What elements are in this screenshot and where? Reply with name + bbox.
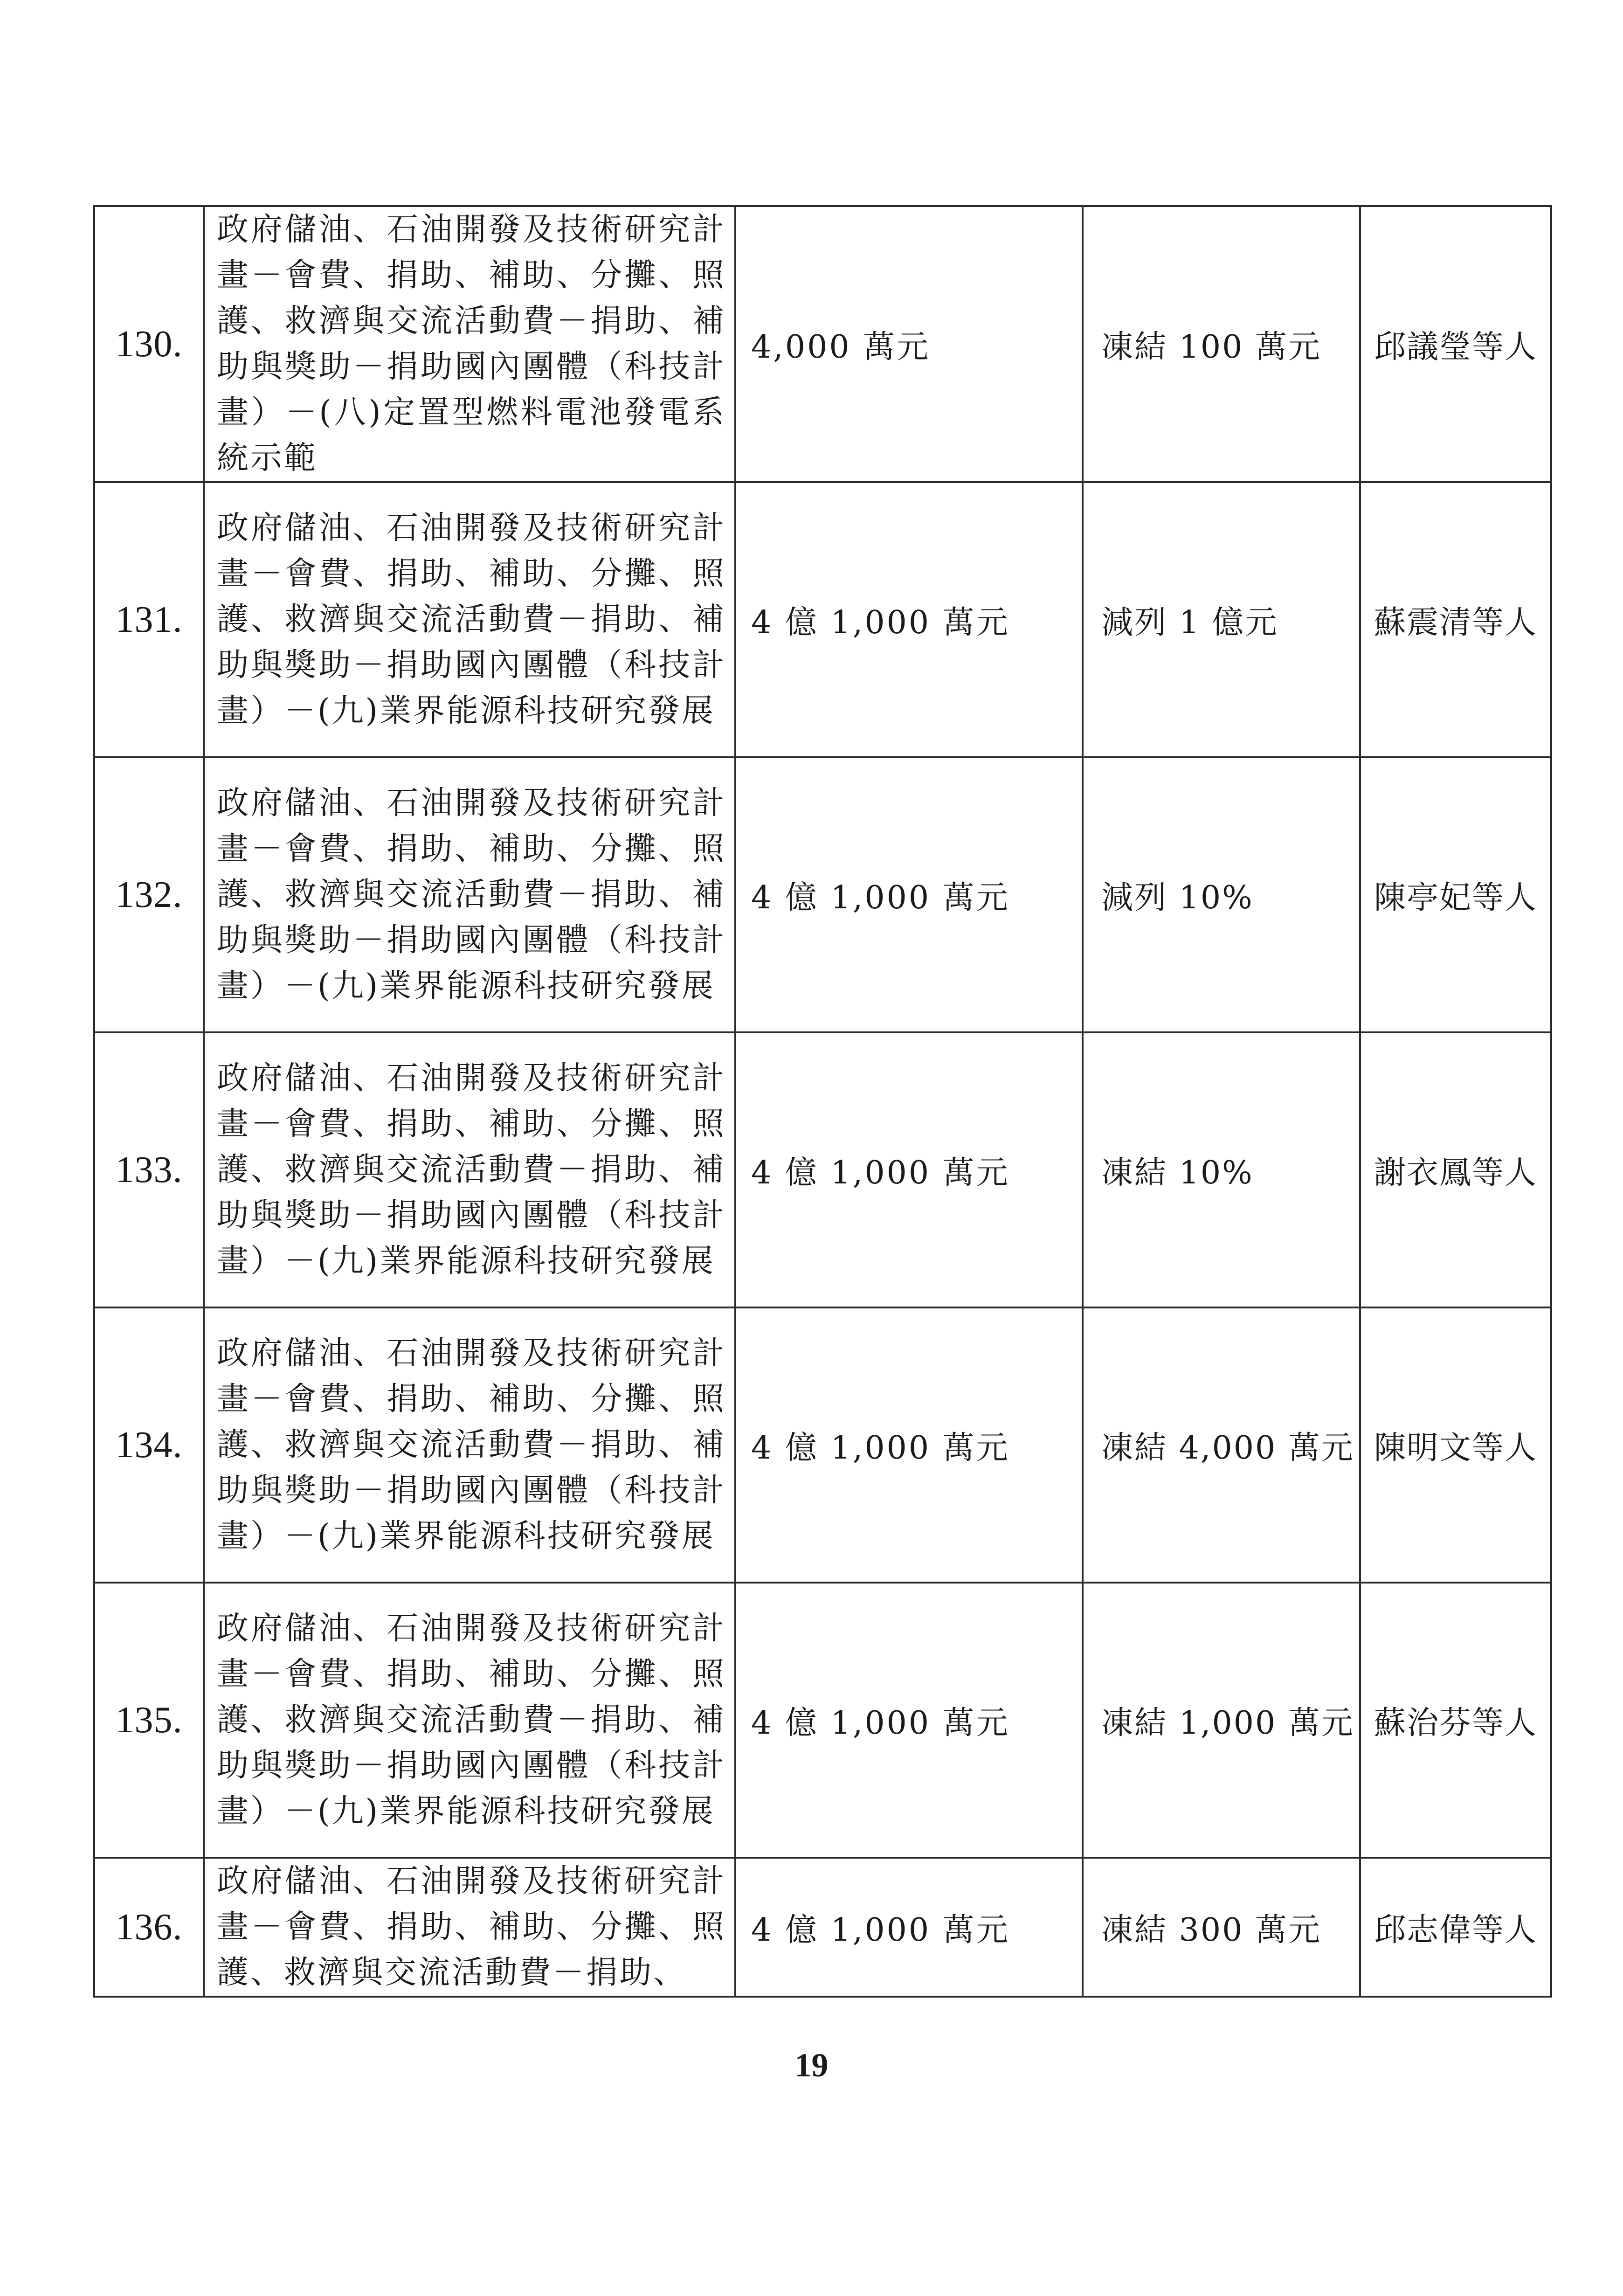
- proposer: 陳明文等人: [1360, 1307, 1551, 1583]
- budget-amount: 4 億 1,000 萬元: [735, 1032, 1083, 1307]
- budget-item: 政府儲油、石油開發及技術研究計畫－會費、捐助、補助、分攤、照護、救濟與交流活動費－捐助、補助與獎助－捐助國內團體（科技計畫）－(九)業界能源科技研究發展: [204, 482, 735, 757]
- budget-amount: 4 億 1,000 萬元: [735, 482, 1083, 757]
- table-row: [94, 1307, 1551, 1583]
- proposer: 邱議瑩等人: [1360, 206, 1551, 482]
- motion-number: 135.: [94, 1583, 204, 1858]
- proposer: 邱志偉等人: [1360, 1858, 1551, 1997]
- table-row: [94, 757, 1551, 1032]
- budget-amount: 4 億 1,000 萬元: [735, 757, 1083, 1032]
- proposed-action: 凍結 300 萬元: [1083, 1858, 1360, 1997]
- proposer: 蘇治芬等人: [1360, 1583, 1551, 1858]
- motion-number: 133.: [94, 1032, 204, 1307]
- budget-amount: 4 億 1,000 萬元: [735, 1858, 1083, 1997]
- budget-motion-table: [93, 205, 1552, 1998]
- budget-amount: 4 億 1,000 萬元: [735, 1583, 1083, 1858]
- proposed-action: 凍結 10%: [1083, 1032, 1360, 1307]
- proposed-action: 凍結 4,000 萬元: [1083, 1307, 1360, 1583]
- budget-item: 政府儲油、石油開發及技術研究計畫－會費、捐助、補助、分攤、照護、救濟與交流活動費－捐助、補助與獎助－捐助國內團體（科技計畫）－(九)業界能源科技研究發展: [204, 1307, 735, 1583]
- proposer: 謝衣鳳等人: [1360, 1032, 1551, 1307]
- proposer: 陳亭妃等人: [1360, 757, 1551, 1032]
- budget-item: 政府儲油、石油開發及技術研究計畫－會費、捐助、補助、分攤、照護、救濟與交流活動費－捐助、補助與獎助－捐助國內團體（科技計畫）－(八)定置型燃料電池發電系統示範: [204, 206, 735, 482]
- proposed-action: 凍結 1,000 萬元: [1083, 1583, 1360, 1858]
- proposed-action: 減列 1 億元: [1083, 482, 1360, 757]
- motion-number: 134.: [94, 1307, 204, 1583]
- proposed-action: 減列 10%: [1083, 757, 1360, 1032]
- budget-item: 政府儲油、石油開發及技術研究計畫－會費、捐助、補助、分攤、照護、救濟與交流活動費－捐助、補助與獎助－捐助國內團體（科技計畫）－(九)業界能源科技研究發展: [204, 757, 735, 1032]
- budget-amount: 4 億 1,000 萬元: [735, 1307, 1083, 1583]
- budget-item: 政府儲油、石油開發及技術研究計畫－會費、捐助、補助、分攤、照護、救濟與交流活動費－捐助、補助與獎助－捐助國內團體（科技計畫）－(九)業界能源科技研究發展: [204, 1032, 735, 1307]
- motion-number: 130.: [94, 206, 204, 482]
- table-row: [94, 1583, 1551, 1858]
- motion-number: 131.: [94, 482, 204, 757]
- page-number: 19: [794, 2047, 829, 2084]
- budget-item: 政府儲油、石油開發及技術研究計畫－會費、捐助、補助、分攤、照護、救濟與交流活動費－捐助、補助與獎助－捐助國內團體（科技計畫）－(九)業界能源科技研究發展: [204, 1583, 735, 1858]
- proposed-action: 凍結 100 萬元: [1083, 206, 1360, 482]
- motion-number: 136.: [94, 1858, 204, 1997]
- table-row: [94, 1032, 1551, 1307]
- budget-item: 政府儲油、石油開發及技術研究計畫－會費、捐助、補助、分攤、照護、救濟與交流活動費－捐助、: [204, 1858, 735, 1997]
- table-row: [94, 1858, 1551, 1997]
- motion-number: 132.: [94, 757, 204, 1032]
- table-row: [94, 206, 1551, 482]
- budget-amount: 4,000 萬元: [735, 206, 1083, 482]
- table-row: [94, 482, 1551, 757]
- proposer: 蘇震清等人: [1360, 482, 1551, 757]
